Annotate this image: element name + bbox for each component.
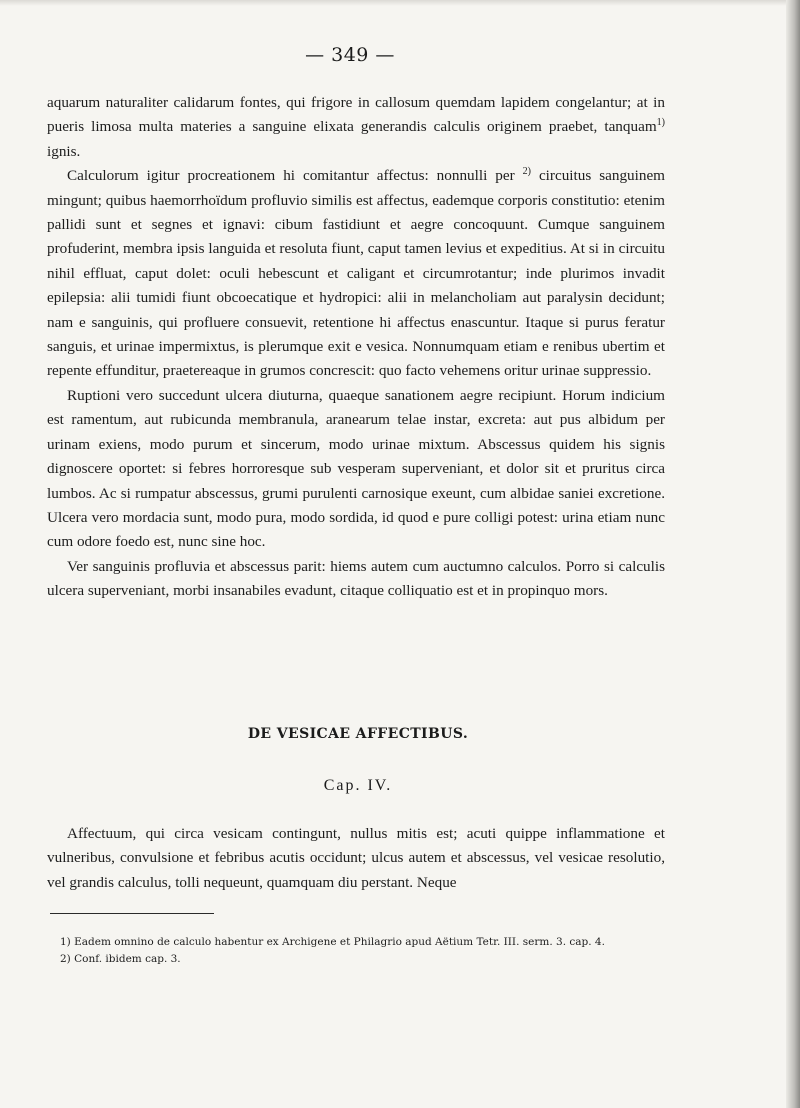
main-text-top [47, 91, 665, 604]
footnote-ref-1: 1) [656, 117, 665, 129]
main-text-bottom [47, 822, 665, 895]
page-edge-shadow [786, 0, 800, 1108]
footnote-2: 2) Conf. ibidem cap. 3. [60, 953, 181, 965]
paragraph-3: Ruptioni vero succedunt ulcera diuturna, quaeque sanationem aegre recipiunt. Horum indicium est ramentum, aut rubicunda membranula, aranearum telae instar, excreta: aut pus albidum per urinam exiens, modo purum et sincerum, modo urinae mixtum. Abscessus quidem his signis dignoscere oportet: si febres horroresque sub vesperam superveniant, et dolor sit et pruritus circa lumbos. Ac si rumpatur abscessus, grumi purulenti carnosique exeunt, cum albidae saniei excretione. Ulcera vero mordacia sunt, modo pura, modo sordida, id quod e pure colligi potest: urina etiam nunc cum odore foedo est, nunc sine hoc. [47, 386, 665, 551]
paragraph-5: Affectuum, qui circa vesicam contingunt, nullus mitis est; acuti quippe inflammatione et vulneribus, convulsione et febribus acutis occidunt; ulcus autem et abscessus, vel vesicae resolutio, vel grandis calculus, tolli nequeunt, quamquam diu perstant. Neque [47, 825, 665, 891]
paragraph-1: aquarum naturaliter calidarum fontes, qui frigore in callosum quemdam lapidem congelantur; at in pueris limosa multa materies a sanguine elixata generandis calculis originem praebet, tanquam$^{1)}$ ignis. [47, 94, 665, 160]
footnote-divider [50, 913, 214, 914]
paragraph-2: Calculorum igitur procreationem hi comitantur affectus: nonnulli per $^{2)}$ circuitus sanguinem mingunt; quibus haemorrhoïdum profluvio similis est affectus, eademque corporis constitutio: etenim pallidi sunt et segnes et ignavi: cibum fastidiunt et aegre concoquunt. Cumque sanguinem profuderint, membra ipsis languida et resoluta fiunt, caput tamen levius et expeditius. At si in circuitu nihil effluat, caput dolet: oculi hebescunt et caligant et circumrotantur; inde plurimos invadit epilepsia: alii tumidi fiunt obcoecatique et hydropici: alii in melancholiam aut paralysin decidunt; nam e sanguinis, qui profluere consuevit, retentione hi affectus enascuntur. Itaque si purus feratur sanguis, et urinae impermixtus, is plerumque exit e vesica. Nonnumquam etiam e renibus ubertim et repente effunditur, praetereaque in grumos concrescit: quo facto vehemens oritur urinae suppressio. [47, 166, 665, 380]
footnotes [60, 934, 680, 968]
footnote-ref-2: 2) [522, 166, 531, 178]
chapter-heading: Cap. IV. [323, 777, 393, 794]
paragraph-4: Ver sanguinis profluvia et abscessus parit: hiems autem cum auctumno calculos. Porro si calculis ulcera superveniant, morbi insanabiles evadunt, citaque colliquatio est et in propinquo mors. [47, 557, 665, 600]
section-heading: DE VESICAE AFFECTIBUS. [247, 726, 469, 742]
footnote-1: 1) Eadem omnino de calculo habentur ex Archigene et Philagrio apud Aëtium Tetr. III. serm. 3. cap. 4. [60, 936, 605, 948]
page-number: — 349 — [305, 44, 395, 66]
page-top-shadow [0, 0, 800, 6]
